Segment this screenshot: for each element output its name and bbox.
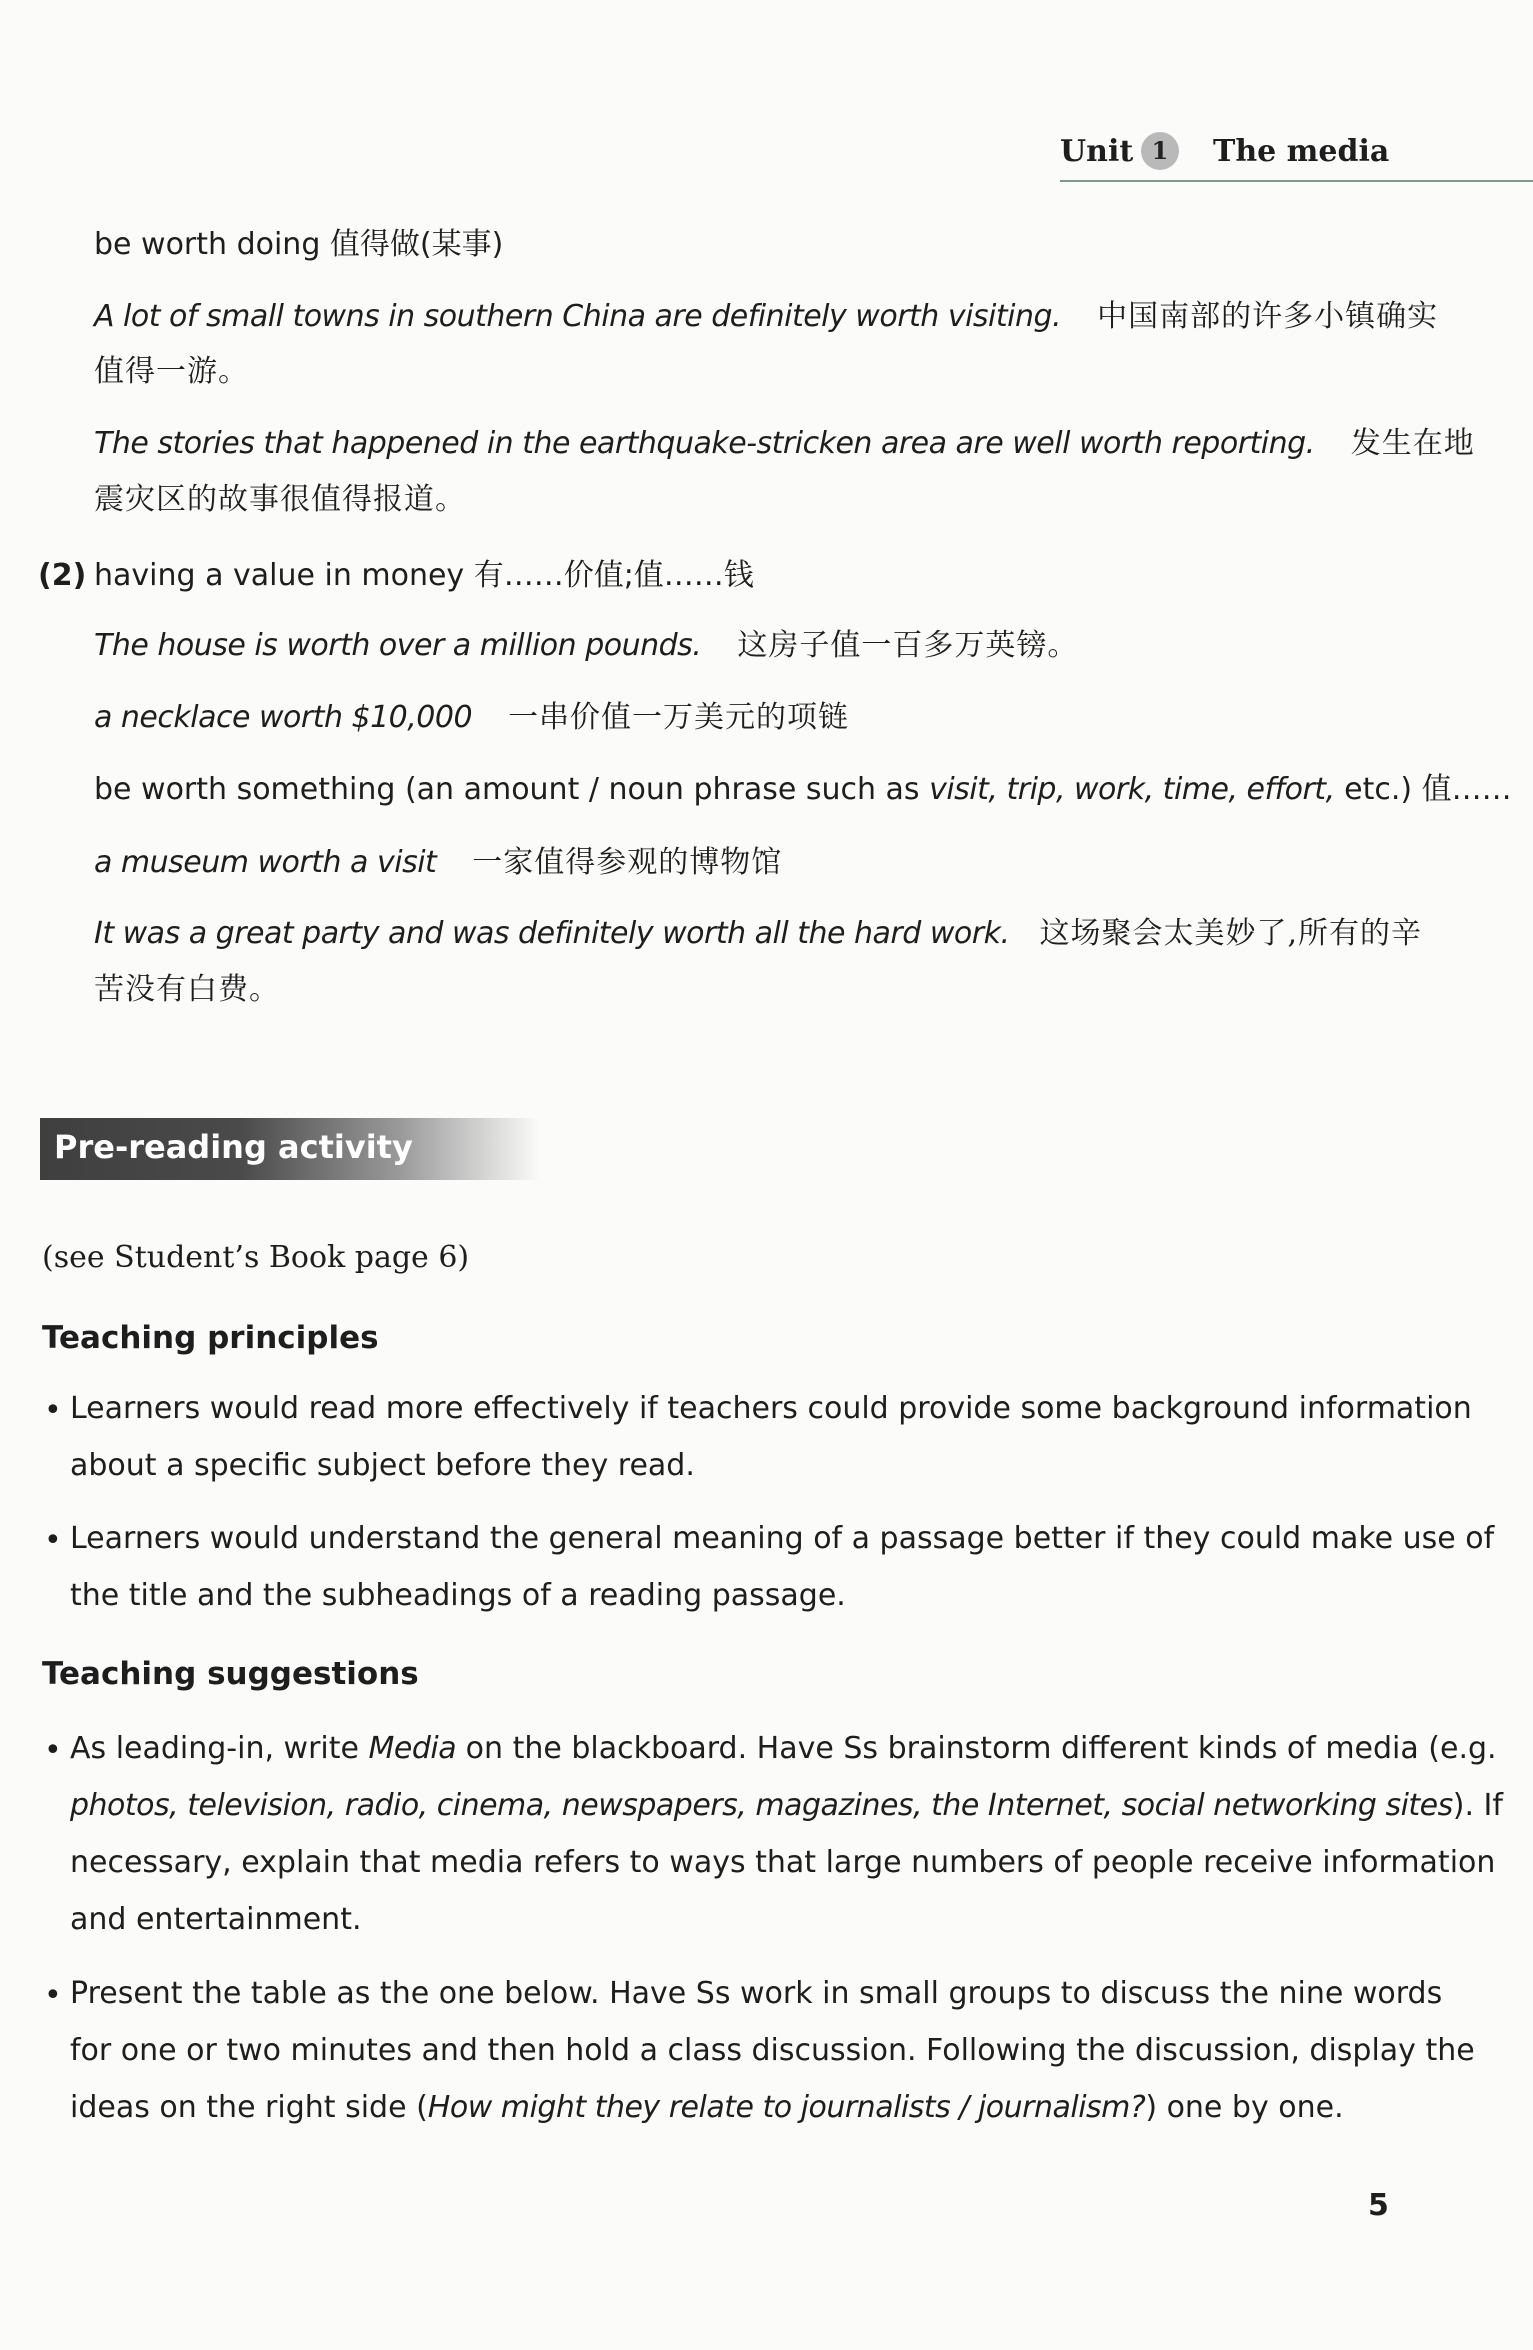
suggestion-1-examples: photos, television, radio, cinema, newspapers, magazines, the Internet, social networking sites [70, 1788, 1453, 1823]
bullet-icon: • [44, 1733, 62, 1768]
heading-teaching-principles: Teaching principles [42, 1320, 379, 1356]
suggestion-1-text-cont: on the blackboard. Have Ss brainstorm different kinds of media (e.g. [456, 1731, 1497, 1766]
example-3 [94, 626, 1078, 666]
example-6-cn-cont [94, 970, 280, 1010]
section-banner-title: Pre-reading activity [54, 1128, 413, 1166]
example-5-cn: 一家值得参观的博物馆 [472, 845, 783, 880]
suggestion-2-line1: Present the table as the one below. Have Ss work in small groups to discuss the nine words [70, 1976, 1443, 2011]
example-6-cn: 这场聚会太美妙了,所有的辛 [1039, 916, 1423, 951]
phrase-worth-something [94, 770, 1512, 810]
example-1-cn-line2: 值得一游。 [94, 354, 249, 389]
suggestion-1-term: Media [368, 1731, 457, 1766]
example-2-cn-line2: 震灾区的故事很值得报道。 [94, 482, 466, 517]
suggestion-2-line2: for one or two minutes and then hold a class discussion. Following the discussion, display the [70, 2033, 1475, 2068]
suggestion-1-text: As leading-in, write [70, 1731, 369, 1766]
principle-2-line2: the title and the subheadings of a reading passage. [70, 1578, 846, 1613]
phrase-something-text: be worth something (an amount / noun phrase such as [94, 772, 930, 807]
sense-2-definition: having a value in money 有……价值;值……钱 [94, 558, 754, 593]
principle-1 [70, 1380, 1472, 1494]
suggestion-1 [70, 1720, 1503, 1948]
suggestion-1-text-tail: ). If [1452, 1788, 1503, 1823]
book-reference: (see Student’s Book page 6) [42, 1240, 470, 1275]
phrase-something-gloss: etc.) 值…… [1334, 772, 1512, 807]
suggestion-2-text-tail: ) one by one. [1145, 2090, 1344, 2125]
example-6-cn-line2: 苦没有白费。 [94, 972, 280, 1007]
suggestion-1-line3: necessary, explain that media refers to ways that large numbers of people receive information [70, 1845, 1496, 1880]
section-banner [40, 1118, 540, 1180]
unit-title: The media [1213, 134, 1390, 169]
example-3-en: The house is worth over a million pounds. [94, 628, 702, 663]
suggestion-2 [70, 1965, 1475, 2136]
example-1 [94, 297, 1438, 337]
bullet-icon: • [44, 1978, 62, 2013]
unit-number-badge: 1 [1141, 132, 1179, 170]
suggestion-1-line1 [70, 1720, 1503, 1777]
heading-teaching-suggestions: Teaching suggestions [42, 1656, 419, 1692]
principle-1-line1: Learners would read more effectively if teachers could provide some background information [70, 1391, 1472, 1426]
example-1-cn: 中国南部的许多小镇确实 [1097, 299, 1439, 334]
example-2 [94, 424, 1475, 464]
suggestion-1-line4: and entertainment. [70, 1902, 362, 1937]
example-2-cn-cont [94, 480, 466, 520]
running-header [1060, 128, 1533, 182]
example-5-en: a museum worth a visit [94, 845, 437, 880]
principle-1-line2: about a specific subject before they read. [70, 1448, 695, 1483]
suggestion-1-line2 [70, 1777, 1503, 1834]
sense-number-2: (2) [38, 558, 87, 593]
example-6 [94, 914, 1422, 954]
suggestion-2-text: ideas on the right side ( [70, 2090, 428, 2125]
bullet-icon: • [44, 1523, 62, 1558]
unit-label: Unit [1060, 134, 1134, 169]
bullet-icon: • [44, 1393, 62, 1428]
example-1-cn-cont [94, 352, 249, 392]
suggestion-2-question: How might they relate to journalists / journalism? [427, 2090, 1146, 2125]
phrase-something-examples: visit, trip, work, time, effort, [929, 772, 1335, 807]
example-6-en: It was a great party and was definitely worth all the hard work. [94, 916, 1010, 951]
example-4-cn: 一串价值一万美元的项链 [508, 700, 850, 735]
example-3-cn: 这房子值一百多万英镑。 [737, 628, 1079, 663]
principle-2 [70, 1510, 1494, 1624]
page-number: 5 [1368, 2188, 1389, 2223]
example-5 [94, 843, 782, 883]
example-2-cn: 发生在地 [1350, 426, 1475, 461]
example-4 [94, 698, 849, 738]
phrase-worth-doing: be worth doing 值得做(某事) [94, 227, 504, 262]
example-2-en: The stories that happened in the earthquake-stricken area are well worth reporting. [94, 426, 1315, 461]
example-4-en: a necklace worth $10,000 [94, 700, 473, 735]
suggestion-2-line3 [70, 2079, 1475, 2136]
example-1-en: A lot of small towns in southern China are definitely worth visiting. [94, 299, 1062, 334]
principle-2-line1: Learners would understand the general meaning of a passage better if they could make use of [70, 1521, 1495, 1556]
